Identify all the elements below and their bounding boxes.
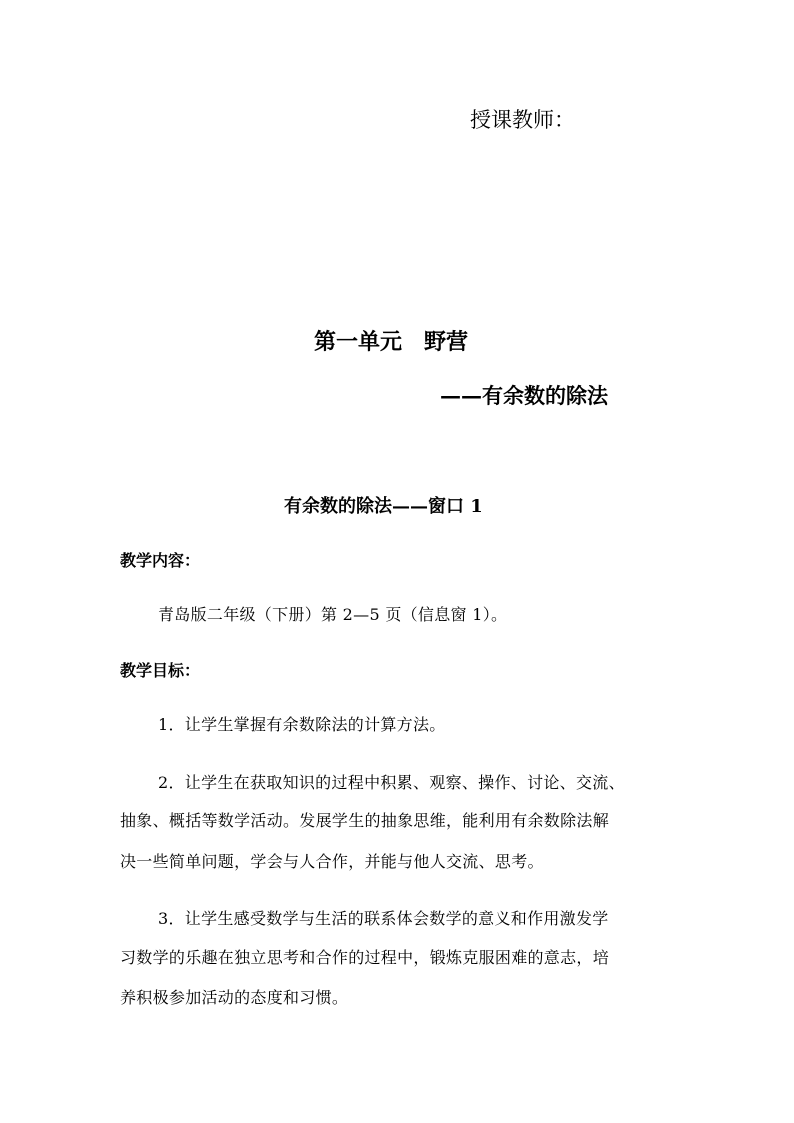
objective-2-line-2: 抽象、概括等数学活动。发展学生的抽象思维，能利用有余数除法解 [120,811,610,830]
lesson-title: 有余数的除法——窗口 1 [284,496,483,517]
objective-3-line-3: 养积极参加活动的态度和习惯。 [120,988,349,1007]
objective-2-line-3: 决一些简单问题，学会与人合作，并能与他人交流、思考。 [120,852,544,871]
teacher-label: 授课教师： [470,108,575,132]
objective-1: 1．让学生掌握有余数除法的计算方法。 [158,715,446,734]
unit-subtitle: ——有余数的除法 [440,383,608,408]
objective-2-line-1: 2．让学生在获取知识的过程中积累、观察、操作、讨论、交流、 [158,773,625,792]
objective-3-line-1: 3．让学生感受数学与生活的联系体会数学的意义和作用激发学 [158,909,609,928]
teaching-objectives-label: 教学目标： [120,661,201,680]
unit-title: 第一单元 野营 [314,329,469,355]
teaching-content-label: 教学内容： [120,551,201,570]
teaching-content-text: 青岛版二年级（下册）第 2—5 页（信息窗 1）。 [158,605,508,624]
objective-3-line-2: 习数学的乐趣在独立思考和合作的过程中，锻炼克服困难的意志，培 [120,948,610,967]
